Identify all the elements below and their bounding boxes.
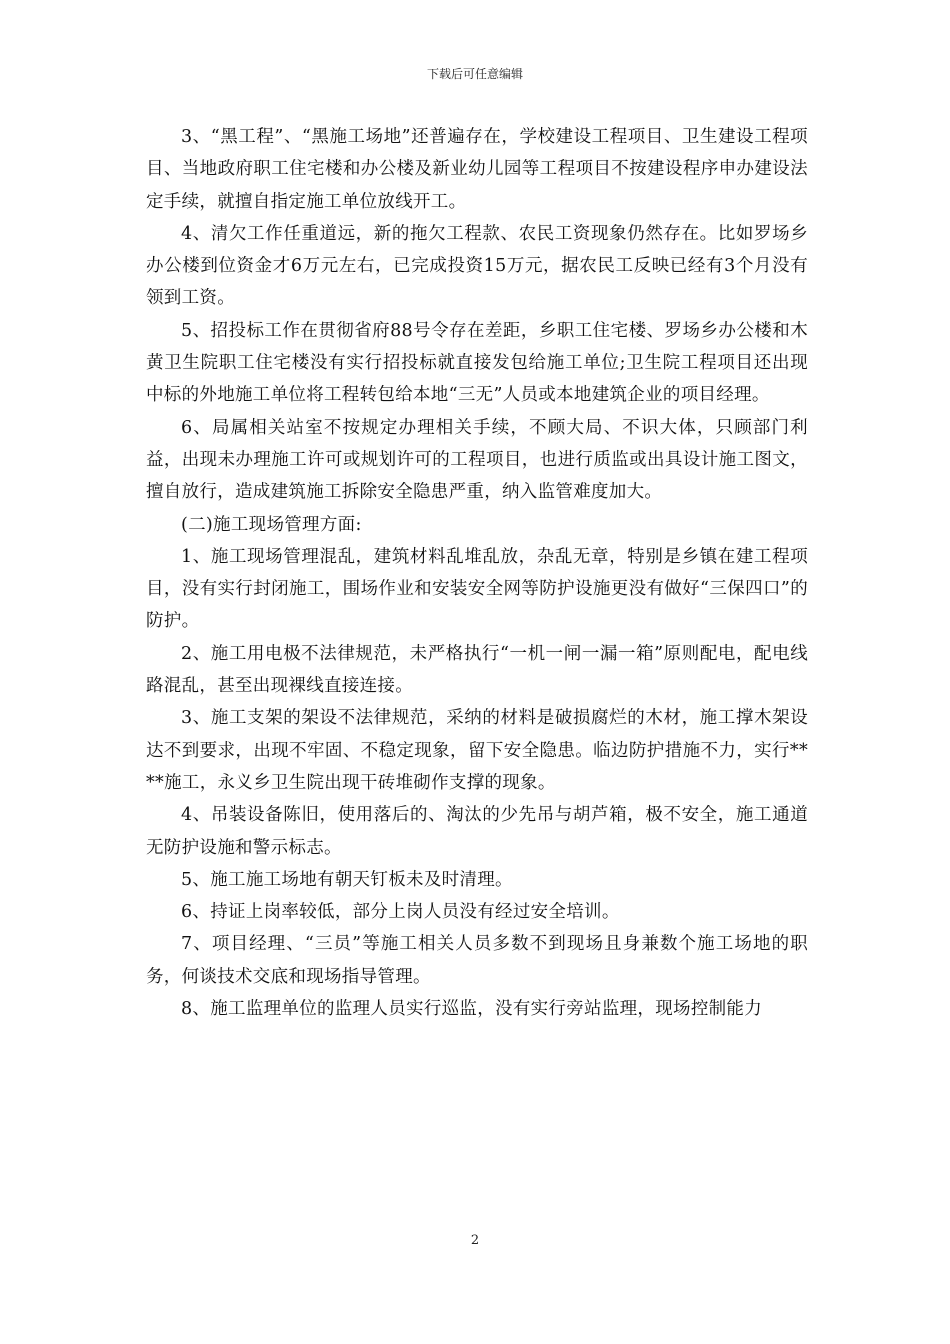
page-number: 2 (470, 1233, 480, 1248)
paragraph-site-item-7: 7、项目经理、“三员”等施工相关人员多数不到现场且身兼数个施工场地的职务，何谈技术交底和现场指导管理。 (146, 934, 808, 987)
paragraph-item-3-black-projects: 3、“黑工程”、“黑施工场地”还普遍存在，学校建设工程项目、卫生建设工程项目、当地政府职工住宅楼和办公楼及新业幼儿园等工程项目不按建设程序申办建设法定手续，就擅自指定施工单位放线开工。 (146, 127, 808, 212)
paragraph-site-item-1: 1、施工现场管理混乱，建筑材料乱堆乱放，杂乱无章，特别是乡镇在建工程项目，没有实行封闭施工，围场作业和安装安全网等防护设施更没有做好“三保四口”的防护。 (146, 546, 808, 632)
paragraph-site-item-8: 8、施工监理单位的监理人员实行巡监，没有实行旁站监理，现场控制能力 (181, 999, 763, 1020)
section-heading-site-management: (二)施工现场管理方面: (181, 514, 362, 535)
paragraph-site-item-3: 3、施工支架的架设不法律规范，采纳的材料是破损腐烂的木材，施工撑木架设达不到要求，出现不牢固、不稳定现象，留下安全隐患。临边防护措施不力，实行****施工，永义乡卫生院出现干砖堆砌作支撑的现象。 (146, 708, 808, 793)
paragraph-item-6-bureau-stations: 6、局属相关站室不按规定办理相关手续，不顾大局、不识大体，只顾部门利益，出现未办理施工许可或规划许可的工程项目，也进行质监或出具设计施工图文，擅自放行，造成建筑施工拆除安全隐患严重，纳入监管难度加大。 (146, 417, 808, 503)
paragraph-item-4-arrears: 4、清欠工作任重道远，新的拖欠工程款、农民工资现象仍然存在。比如罗场乡办公楼到位资金才6万元左右，已完成投资15万元，据农民工反映已经有3个月没有领到工资。 (146, 223, 808, 309)
paragraph-site-item-6: 6、持证上岗率较低，部分上岗人员没有经过安全培训。 (181, 902, 620, 923)
paragraph-item-5-bidding: 5、招投标工作在贯彻省府88号令存在差距，乡职工住宅楼、罗场乡办公楼和木黄卫生院职工住宅楼没有实行招投标就直接发包给施工单位;卫生院工程项目还出现中标的外地施工单位将工程转包给本地“三无”人员或本地建筑企业的项目经理。 (146, 320, 808, 406)
paragraph-site-item-4: 4、吊装设备陈旧，使用落后的、淘汰的少先吊与胡芦箱，极不安全，施工通道无防护设施和警示标志。 (146, 805, 808, 858)
document-body (146, 121, 808, 1025)
paragraph-site-item-2: 2、施工用电极不法律规范，未严格执行“一机一闸一漏一箱”原则配电，配电线路混乱，甚至出现裸线直接连接。 (146, 643, 808, 697)
page-header: 下载后可任意编辑 (426, 67, 523, 81)
paragraph-site-item-5: 5、施工施工场地有朝天钉板未及时清理。 (181, 869, 513, 890)
